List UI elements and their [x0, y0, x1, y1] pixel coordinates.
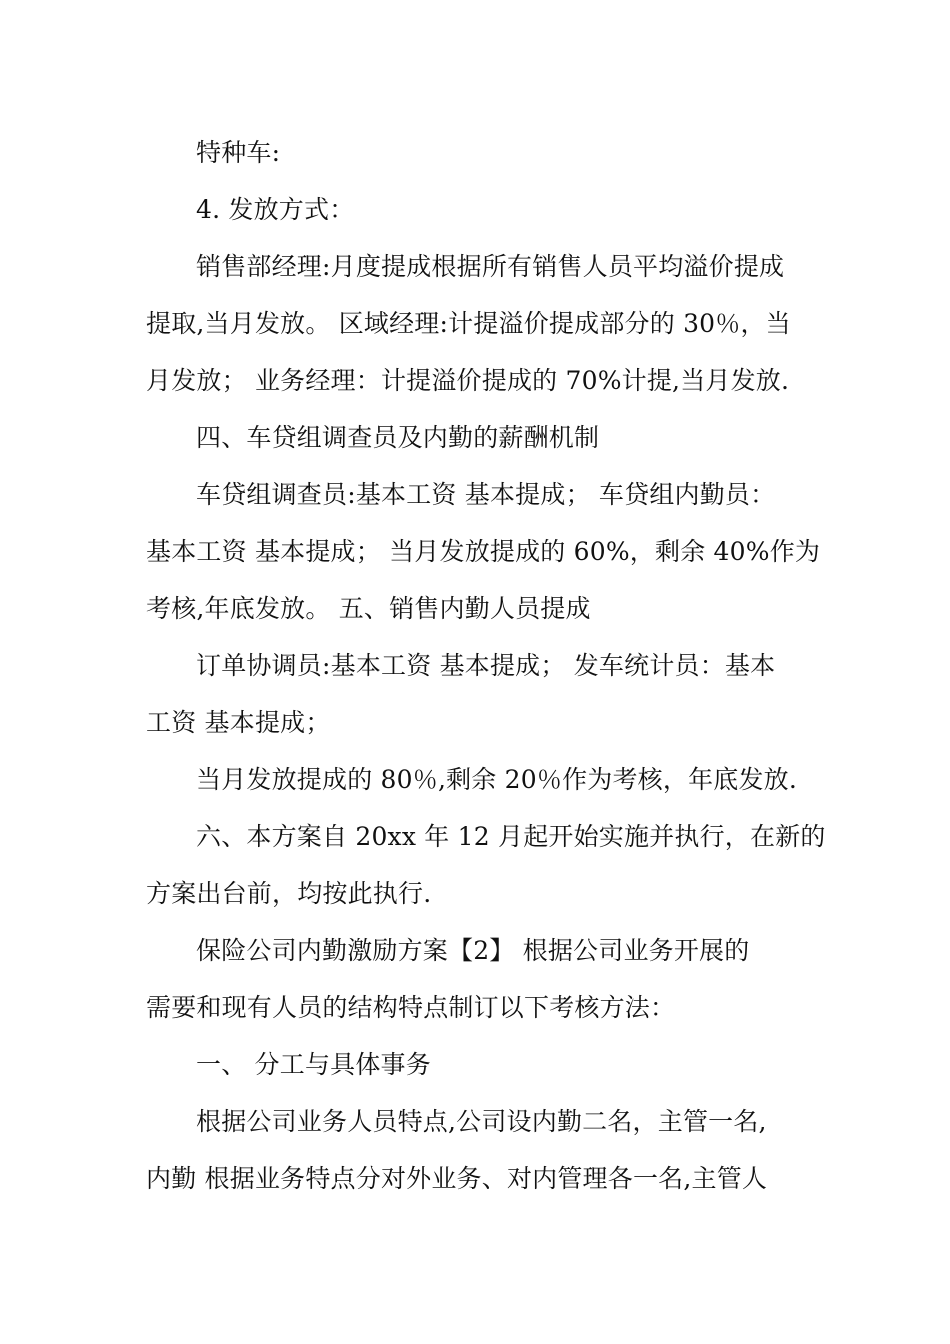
text-line: 六、本方案自 20xx 年 12 月起开始实施并执行，在新的 — [196, 822, 826, 851]
section-heading: 一、 分工与具体事务 — [196, 1050, 431, 1079]
text-line: 销售部经理:月度提成根据所有销售人员平均溢价提成 — [196, 252, 785, 281]
text-line: 基本工资 基本提成； 当月发放提成的 60%，剩余 40%作为 — [146, 537, 821, 566]
text-line: 4. 发放方式： — [196, 195, 355, 224]
text-line: 根据公司业务人员特点,公司设内勤二名，主管一名, — [196, 1107, 767, 1136]
text-line: 方案出台前，均按此执行. — [146, 879, 432, 908]
text-line: 保险公司内勤激励方案【2】 根据公司业务开展的 — [196, 936, 750, 965]
text-line: 提取,当月发放。 区域经理:计提溢价提成部分的 30％，当 — [146, 309, 791, 338]
text-line: 考核,年底发放。 五、销售内勤人员提成 — [146, 594, 591, 623]
text-line: 车贷组调查员:基本工资 基本提成； 车贷组内勤员： — [196, 480, 776, 509]
section-heading: 四、车贷组调查员及内勤的薪酬机制 — [196, 423, 600, 452]
text-line: 工资 基本提成； — [146, 708, 331, 737]
text-line: 需要和现有人员的结构特点制订以下考核方法： — [146, 993, 676, 1022]
text-line: 特种车: — [196, 138, 281, 167]
text-line: 订单协调员:基本工资 基本提成； 发车统计员：基本 — [196, 651, 776, 680]
text-line: 当月发放提成的 80％,剩余 20％作为考核，年底发放. — [196, 765, 798, 794]
text-line: 月发放； 业务经理：计提溢价提成的 70%计提,当月发放. — [146, 366, 790, 395]
text-line: 内勤 根据业务特点分对外业务、对内管理各一名,主管人 — [146, 1164, 768, 1193]
